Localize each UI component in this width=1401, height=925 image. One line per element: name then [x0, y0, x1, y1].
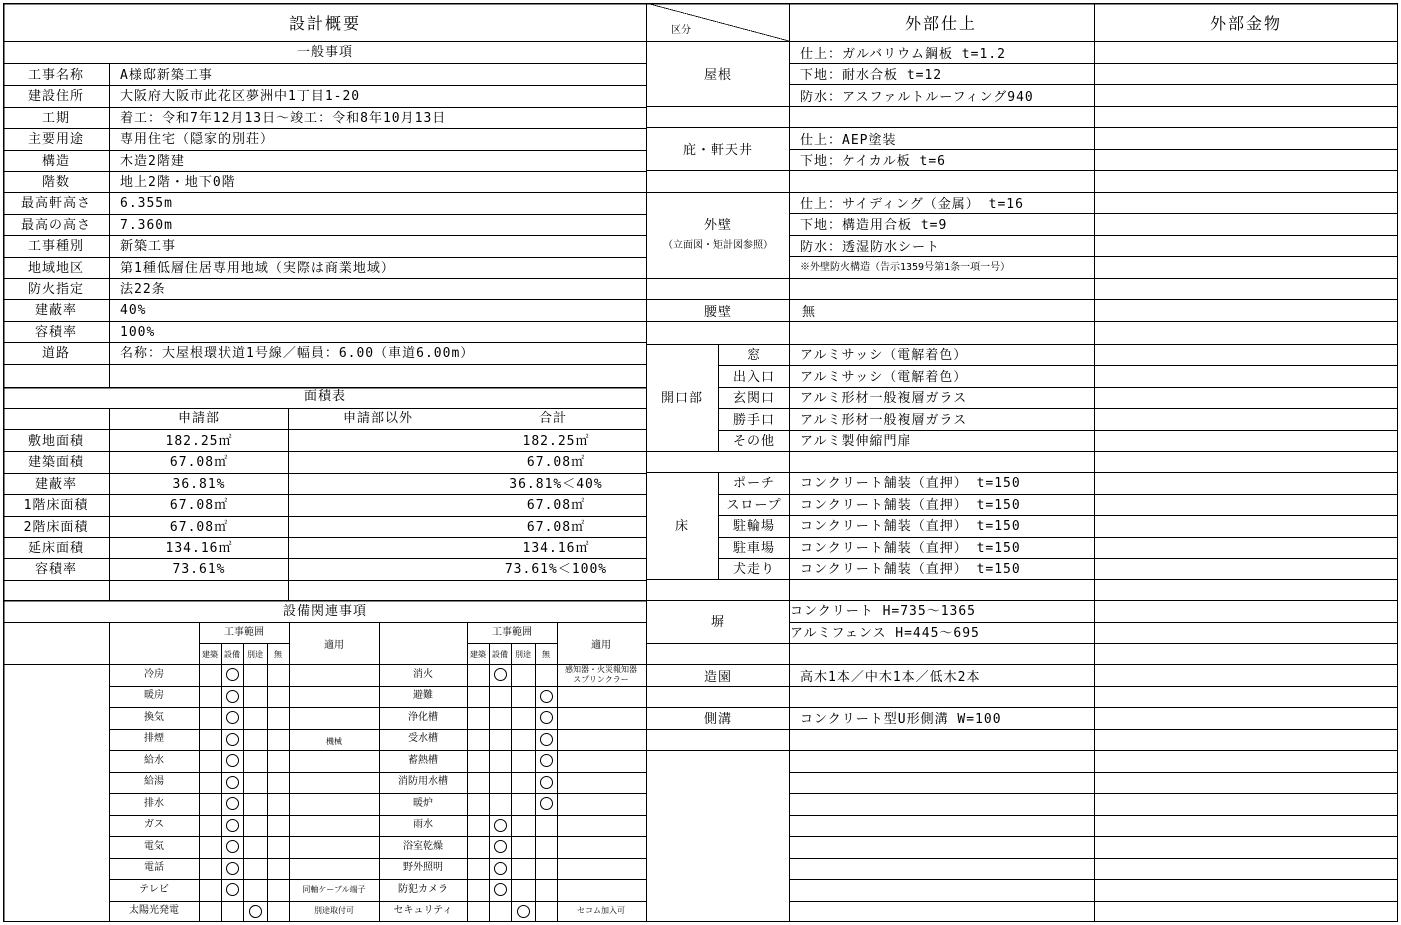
floor-sub-4: 犬走り: [732, 562, 776, 577]
area-total-3: 67.08㎡: [526, 498, 586, 514]
mark-circle-left-7: [226, 819, 239, 832]
mark-circle-left-3: [226, 733, 239, 746]
area-total-2: 36.81%＜40%: [509, 476, 603, 492]
equip-right-name-10: 防犯カメラ: [398, 883, 448, 895]
general-value-6: 6.355m: [120, 196, 173, 212]
opening-sub-0: 窓: [746, 348, 762, 363]
exterior-finish-header: 外部仕上: [904, 14, 978, 33]
equip-apply-left: 適用: [324, 640, 344, 651]
fence-line-1: コンクリート H=735～1365: [790, 604, 977, 619]
general-value-12: 100%: [120, 324, 156, 340]
area-label-6: 容積率: [34, 562, 78, 578]
equip-scope-right: 工事範囲: [492, 627, 532, 638]
floor-sub-2: 駐輪場: [732, 519, 776, 534]
floor-sub-0: ポーチ: [732, 476, 776, 491]
general-label-4: 構造: [41, 153, 71, 169]
general-value-3: 専用住宅（隠家的別荘）: [120, 132, 275, 148]
area-applied-0: 182.25㎡: [165, 434, 233, 449]
mark-circle-right-4: [540, 754, 553, 767]
area-total-5: 134.16㎡: [522, 541, 590, 556]
equip-right-name-6: 暖炉: [413, 797, 433, 809]
equip-left-name-7: ガス: [144, 819, 164, 831]
mark-circle-left-8: [226, 840, 239, 853]
area-applied-6: 73.61%: [172, 562, 226, 578]
opening-value-2: アルミ形材一般複層ガラス: [800, 391, 968, 406]
eaves-line-2: 下地：ケイカル板 t=6: [800, 154, 947, 169]
roof-label: 屋根: [703, 68, 733, 83]
area-label-3: 1階床面積: [23, 498, 89, 514]
general-value-4: 木造2階建: [120, 153, 185, 169]
equip-right-name-8: 浴室乾燥: [403, 840, 443, 852]
scope-col-right-1: 設備: [492, 650, 508, 659]
equip-left-name-0: 冷房: [144, 668, 164, 680]
mark-circle-left-9: [226, 862, 239, 875]
mark-circle-right-7: [494, 819, 507, 832]
eaves-line-1: 仕上：AEP塗装: [800, 133, 897, 148]
area-col-other: 申請部以外: [342, 411, 414, 426]
mark-circle-left-4: [226, 754, 239, 767]
equip-right-name-11: セキュリティ: [393, 905, 453, 917]
equip-scope-left: 工事範囲: [224, 627, 264, 638]
area-col-applied: 申請部: [177, 411, 221, 426]
mark-circle-right-5: [540, 776, 553, 789]
floor-value-2: コンクリート舗装（直押） t=150: [800, 519, 1021, 534]
area-title: 面積表: [303, 389, 347, 404]
wall-line-1: 仕上：サイディング（金属） t=16: [800, 197, 1024, 212]
mark-circle-right-0: [494, 668, 507, 681]
general-value-2: 着工：令和7年12月13日～竣工：令和8年10月13日: [120, 110, 447, 126]
mark-circle-right-3: [540, 733, 553, 746]
waist-label: 腰壁: [703, 305, 733, 320]
equip-right-name-9: 野外照明: [403, 862, 443, 874]
equip-left-name-6: 排水: [144, 797, 164, 809]
general-label-6: 最高軒高さ: [20, 196, 92, 212]
opening-value-0: アルミサッシ（電解着色）: [800, 348, 968, 363]
area-total-1: 67.08㎡: [526, 455, 586, 471]
general-value-0: A様邸新築工事: [120, 68, 213, 83]
floor-label: 床: [674, 519, 690, 534]
opening-sub-3: 勝手口: [732, 412, 776, 428]
wall-sublabel: （立面図・矩計図参照）: [663, 240, 773, 251]
general-value-8: 新築工事: [120, 239, 177, 255]
equip-left-name-11: 太陽光発電: [129, 905, 179, 917]
equip-left-name-3: 排煙: [144, 733, 164, 745]
mark-circle-left-6: [226, 797, 239, 810]
opening-value-1: アルミサッシ（電解着色）: [800, 369, 968, 385]
equip-right-name-1: 避難: [413, 690, 433, 702]
area-applied-2: 36.81%: [172, 476, 226, 492]
general-label-5: 階数: [41, 175, 71, 190]
equip-right-name-7: 雨水: [413, 819, 433, 831]
general-value-13: 名称：大屋根環状道1号線／幅員：6.00（車道6.00m）: [120, 346, 475, 362]
equip-apply-right: 適用: [591, 640, 611, 651]
roof-line-2: 下地：耐水合板 t=12: [800, 68, 943, 83]
spec-sheet: [3, 3, 1398, 922]
general-value-11: 40%: [120, 303, 147, 319]
opening-sub-2: 玄関口: [732, 391, 776, 406]
scope-col-left-0: 建築: [202, 650, 218, 659]
fence-label: 塀: [710, 615, 726, 630]
gutter-label: 側溝: [703, 712, 733, 727]
mark-circle-right-9: [494, 862, 507, 875]
wall-note: ※外壁防火構造（告示1359号第1条一項一号）: [800, 262, 1011, 273]
equip-right-note2-0: スプリンクラー: [573, 674, 629, 684]
eaves-label: 庇・軒天井: [682, 143, 754, 158]
scope-col-left-3: 無: [274, 650, 282, 659]
opening-value-3: アルミ形材一般複層ガラス: [800, 412, 968, 428]
equipment-title: 設備関連事項: [282, 604, 368, 619]
mark-circle-left-0: [226, 668, 239, 681]
category-header: 区分: [671, 25, 691, 36]
opening-sub-4: その他: [732, 434, 776, 449]
equip-group-note: 機械: [326, 737, 342, 746]
floor-sub-1: スロープ: [726, 497, 782, 513]
scope-col-right-0: 建築: [470, 650, 486, 659]
area-applied-4: 67.08㎡: [169, 519, 229, 535]
equip-left-name-2: 換気: [144, 711, 164, 723]
mark-circle-left-11: [249, 905, 262, 918]
equip-left-name-8: 電気: [144, 840, 164, 852]
general-value-7: 7.360m: [120, 217, 173, 233]
general-label-12: 容積率: [34, 324, 78, 340]
area-label-0: 敷地面積: [27, 434, 85, 449]
mark-circle-left-2: [226, 711, 239, 724]
roof-line-3: 防水：アスファルトルーフィング940: [800, 90, 1034, 105]
area-applied-5: 134.16㎡: [165, 541, 233, 556]
mark-circle-right-1: [540, 690, 553, 703]
waist-value: 無: [802, 305, 817, 320]
general-value-9: 第1種低層住居専用地域（実際は商業地域）: [120, 260, 395, 276]
openings-label: 開口部: [660, 391, 704, 406]
general-value-10: 法22条: [120, 282, 166, 297]
general-label-3: 主要用途: [27, 132, 85, 148]
general-label-2: 工期: [41, 110, 71, 126]
equip-left-name-4: 給水: [144, 754, 164, 766]
equip-right-name-2: 浄化槽: [408, 711, 438, 723]
equip-left-name-1: 暖房: [144, 690, 164, 702]
mark-circle-left-1: [226, 690, 239, 703]
garden-value: 高木1本／中木1本／低木2本: [800, 670, 981, 685]
equip-right-name-3: 受水槽: [408, 733, 438, 745]
equip-left-note-10: 同軸ケーブル端子: [302, 884, 366, 894]
area-label-2: 建蔽率: [34, 476, 78, 492]
equip-left-name-5: 給湯: [144, 776, 164, 788]
equip-right-name-0: 消火: [413, 668, 433, 680]
floor-value-4: コンクリート舗装（直押） t=150: [800, 562, 1021, 577]
general-label-11: 建蔽率: [34, 303, 78, 319]
general-value-1: 大阪府大阪市此花区夢洲中1丁目1-20: [120, 89, 361, 105]
area-col-total: 合計: [538, 411, 568, 426]
area-total-4: 67.08㎡: [526, 519, 586, 535]
general-label-10: 防火指定: [27, 282, 85, 297]
mark-circle-right-10: [494, 883, 507, 896]
area-total-6: 73.61%＜100%: [504, 562, 608, 578]
general-label-7: 最高の高さ: [20, 217, 92, 233]
equip-left-note-11: 別途取付可: [314, 906, 354, 916]
wall-label: 外壁: [703, 218, 733, 233]
scope-col-right-2: 別途: [515, 650, 531, 659]
exterior-hardware-header: 外部金物: [1209, 14, 1283, 33]
mark-circle-right-11: [517, 905, 530, 918]
area-applied-3: 67.08㎡: [169, 498, 229, 514]
opening-value-4: アルミ製伸縮門扉: [800, 434, 912, 449]
equip-right-name-5: 消防用水槽: [398, 776, 448, 788]
mark-circle-right-8: [494, 840, 507, 853]
mark-circle-left-10: [226, 883, 239, 896]
area-label-4: 2階床面積: [23, 519, 89, 535]
floor-value-0: コンクリート舗装（直押） t=150: [800, 476, 1021, 491]
general-label-1: 建設住所: [27, 89, 85, 105]
general-value-5: 地上2階・地下0階: [120, 175, 236, 190]
general-label-9: 地域地区: [27, 260, 85, 276]
opening-sub-1: 出入口: [732, 369, 776, 385]
area-label-1: 建築面積: [27, 455, 85, 471]
equip-right-note1-11: セコム加入可: [577, 906, 625, 916]
mark-circle-left-5: [226, 776, 239, 789]
floor-value-1: コンクリート舗装（直押） t=150: [800, 497, 1021, 513]
gutter-value: コンクリート型U形側溝 W=100: [800, 712, 1002, 727]
mark-circle-right-2: [540, 711, 553, 724]
floor-value-3: コンクリート舗装（直押） t=150: [800, 540, 1021, 556]
equip-right-note1-0: 感知器・火災報知器: [565, 664, 637, 674]
general-label-13: 道路: [41, 346, 71, 362]
overview-header: 設計概要: [288, 14, 362, 33]
scope-col-left-2: 別途: [247, 650, 263, 659]
area-label-5: 延床面積: [27, 541, 85, 556]
area-total-0: 182.25㎡: [522, 434, 590, 449]
wall-line-3: 防水：透湿防水シート: [800, 240, 941, 255]
roof-line-1: 仕上：ガルバリウム鋼板 t=1.2: [800, 47, 1006, 62]
equip-right-name-4: 蓄熱槽: [408, 754, 438, 766]
scope-col-left-1: 設備: [224, 650, 240, 659]
garden-label: 造園: [703, 670, 733, 685]
fence-line-2: アルミフェンス H=445～695: [790, 626, 980, 641]
mark-circle-right-6: [540, 797, 553, 810]
equip-left-name-10: テレビ: [139, 883, 169, 895]
floor-sub-3: 駐車場: [732, 540, 776, 556]
general-title: 一般事項: [296, 45, 354, 60]
scope-col-right-3: 無: [542, 650, 550, 659]
wall-line-2: 下地：構造用合板 t=9: [800, 218, 948, 233]
area-applied-1: 67.08㎡: [169, 455, 229, 471]
general-label-8: 工事種別: [27, 239, 85, 255]
general-label-0: 工事名称: [27, 68, 85, 83]
equip-left-name-9: 電話: [144, 862, 164, 874]
